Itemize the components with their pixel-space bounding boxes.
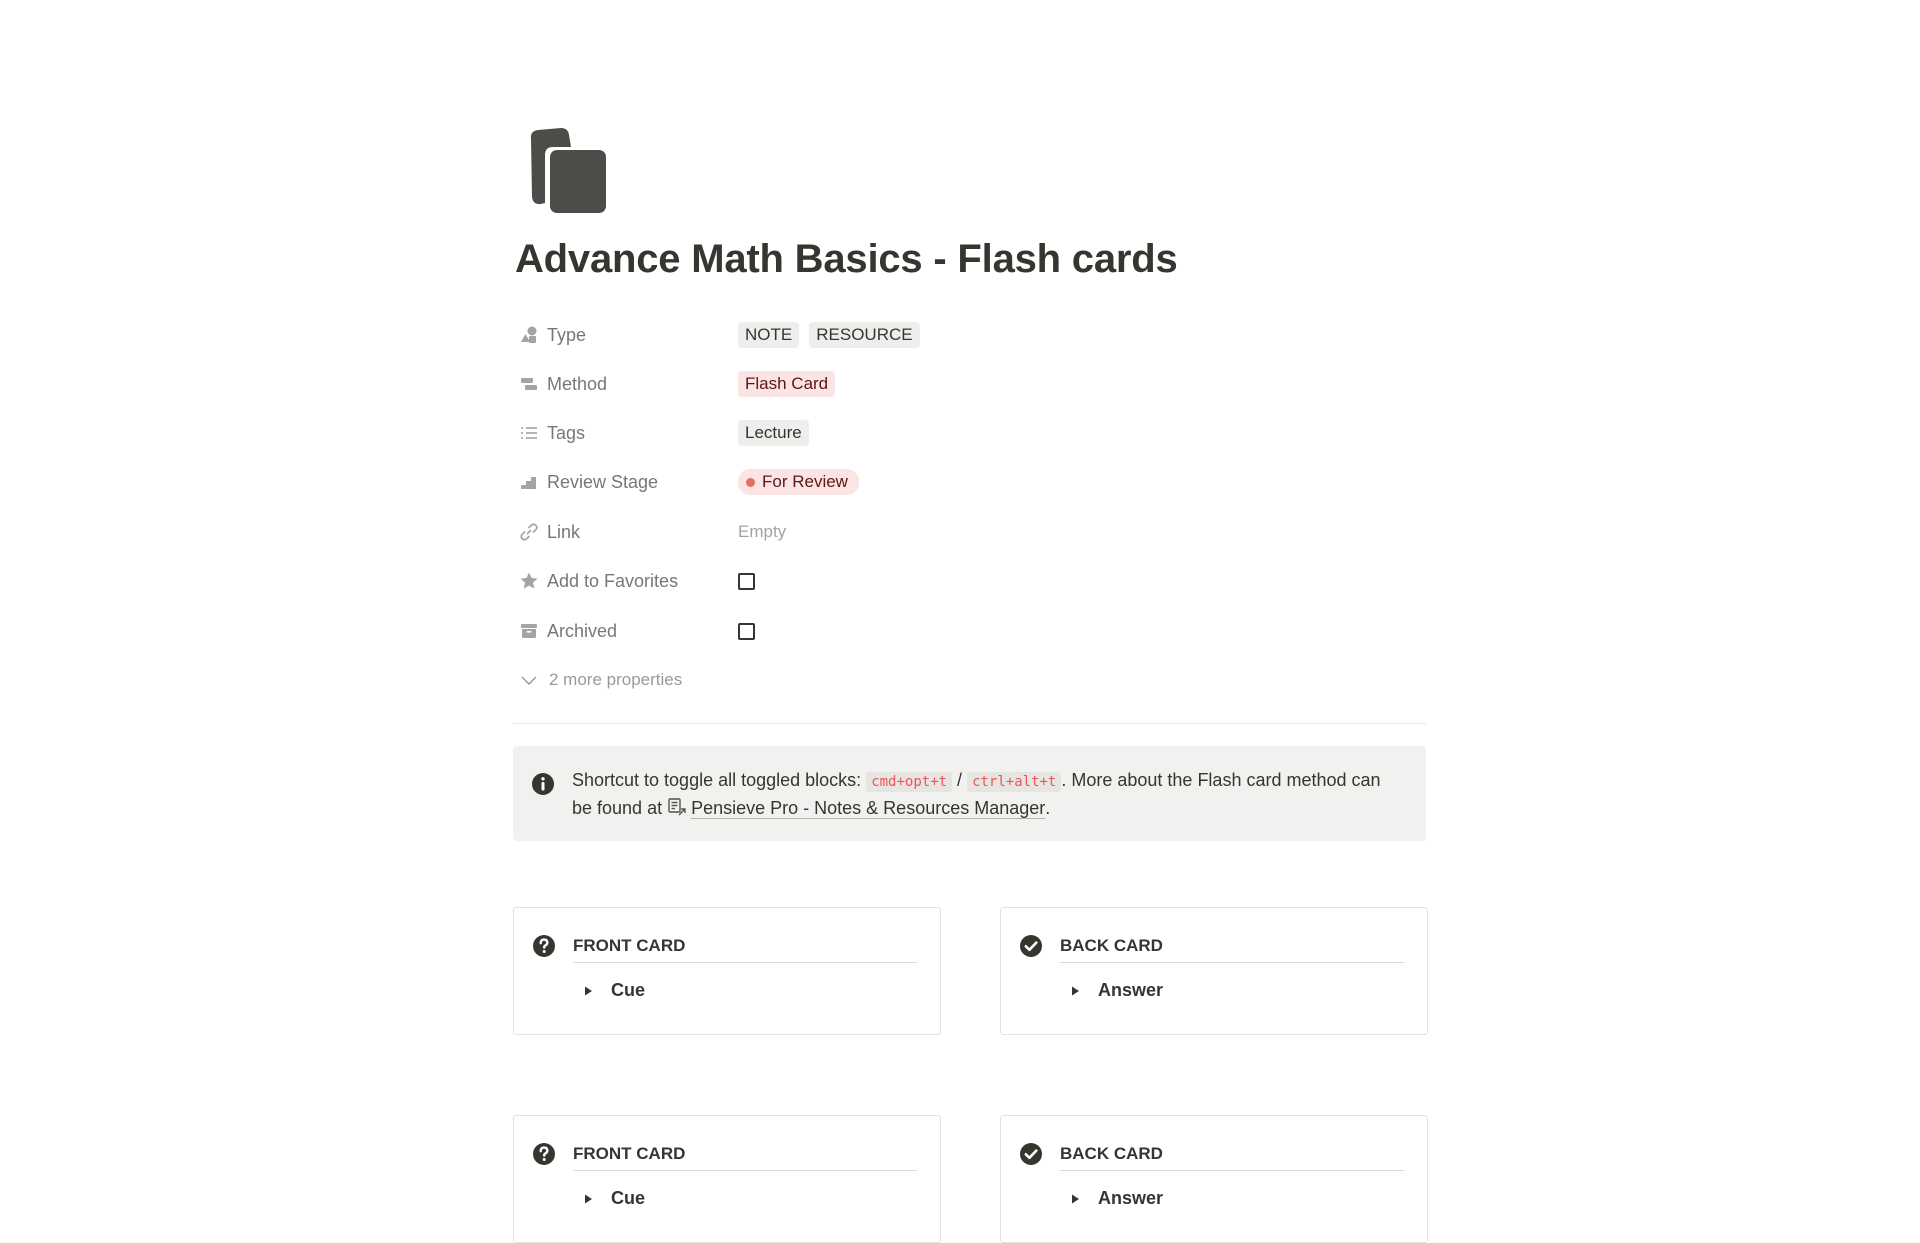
property-link[interactable]: [513, 512, 1426, 552]
back-card: [1000, 907, 1428, 1035]
front-card: [513, 1115, 941, 1243]
chevron-down-icon: [517, 668, 541, 692]
pensieve-pro-link[interactable]: Pensieve Pro - Notes & Resources Manager: [691, 798, 1046, 818]
type-tag-resource[interactable]: RESOURCE: [809, 322, 919, 348]
flash-cards-icon[interactable]: [523, 125, 613, 215]
property-label: Type: [547, 324, 587, 345]
property-label: Review Stage: [547, 471, 659, 492]
list-icon: [517, 421, 541, 445]
method-icon: [517, 372, 541, 396]
front-card-title: FRONT CARD: [573, 932, 917, 963]
toggle-arrow-icon[interactable]: [578, 981, 598, 1001]
divider: [513, 723, 1426, 724]
property-label: Add to Favorites: [547, 570, 679, 591]
info-callout: [513, 746, 1426, 841]
back-card-title: BACK CARD: [1060, 1140, 1404, 1171]
property-method[interactable]: [513, 364, 1426, 404]
type-tag-note[interactable]: NOTE: [738, 322, 799, 348]
status-label: For Review: [762, 472, 848, 491]
tag-lecture[interactable]: Lecture: [738, 420, 809, 446]
property-review-stage[interactable]: [513, 462, 1426, 502]
toggle-label: Cue: [611, 980, 646, 1000]
shapes-icon: [517, 323, 541, 347]
star-icon: [517, 569, 541, 593]
back-card-title: BACK CARD: [1060, 932, 1404, 963]
method-tag-flash-card[interactable]: Flash Card: [738, 371, 835, 397]
question-icon: [532, 934, 556, 958]
callout-text-part: .: [1045, 798, 1051, 818]
link-icon: [517, 520, 541, 544]
more-properties-toggle[interactable]: [513, 664, 682, 696]
check-circle-icon: [1019, 934, 1043, 958]
answer-toggle[interactable]: [1065, 980, 1163, 1001]
more-properties-label: 2 more properties: [549, 670, 683, 689]
property-label: Tags: [547, 422, 586, 443]
property-label: Link: [547, 521, 581, 542]
property-tags[interactable]: [513, 413, 1426, 453]
status-dot: [746, 478, 755, 487]
check-circle-icon: [1019, 1142, 1043, 1166]
toggle-label: Cue: [611, 1188, 646, 1208]
stairs-icon: [517, 470, 541, 494]
property-type[interactable]: [513, 315, 1426, 355]
callout-text: [572, 767, 1392, 821]
toggle-label: Answer: [1098, 1188, 1164, 1208]
page-link-icon: [667, 797, 687, 817]
property-label: Archived: [547, 620, 618, 641]
cue-toggle[interactable]: [578, 980, 645, 1001]
back-card: [1000, 1115, 1428, 1243]
page-title[interactable]: Advance Math Basics - Flash cards: [515, 237, 1178, 281]
front-card-title: FRONT CARD: [573, 1140, 917, 1171]
property-archived[interactable]: [513, 611, 1426, 651]
info-icon: [531, 772, 555, 796]
shortcut-mac: cmd+opt+t: [866, 772, 952, 792]
archived-checkbox[interactable]: [738, 623, 755, 640]
status-badge[interactable]: [738, 469, 859, 495]
callout-text-part: Shortcut to toggle all toggled blocks:: [572, 770, 867, 790]
property-favorites[interactable]: [513, 561, 1426, 601]
property-label: Method: [547, 373, 608, 394]
favorites-checkbox[interactable]: [738, 573, 755, 590]
front-card: [513, 907, 941, 1035]
toggle-arrow-icon[interactable]: [1065, 981, 1085, 1001]
question-icon: [532, 1142, 556, 1166]
callout-separator: /: [952, 770, 968, 790]
shortcut-win: ctrl+alt+t: [967, 772, 1061, 792]
archive-icon: [517, 619, 541, 643]
link-empty-value[interactable]: Empty: [738, 522, 787, 541]
callout-text-part: . More about the Flash card method can be found at: [572, 770, 1381, 818]
toggle-label: Answer: [1098, 980, 1164, 1000]
